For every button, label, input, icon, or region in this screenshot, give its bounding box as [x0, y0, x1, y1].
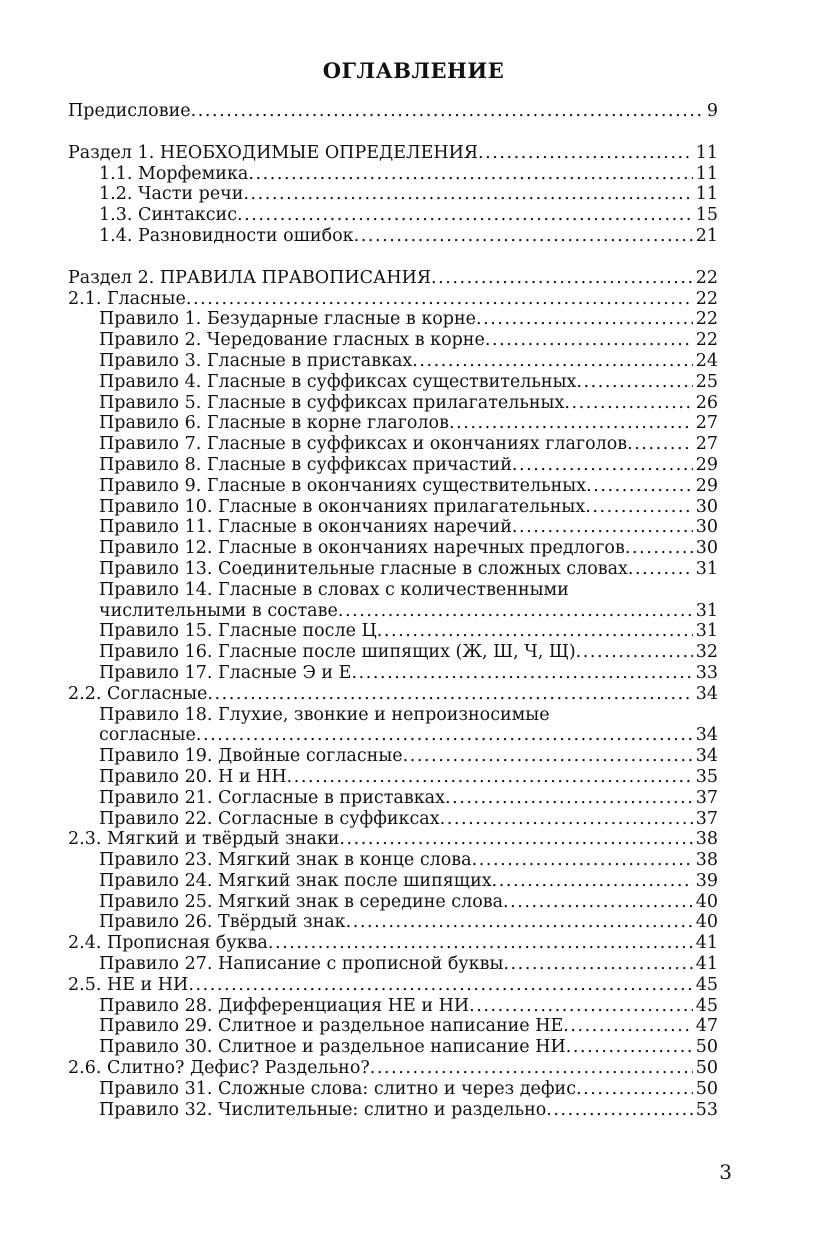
toc-entry-title: Правило 14. Гласные в словах с количественными — [99, 579, 569, 600]
toc-entry[interactable] — [68, 829, 718, 850]
toc-entry-title: 1.2. Части речи — [99, 184, 244, 205]
toc-entry-page: 32 — [695, 642, 718, 663]
toc-entry-page: 39 — [695, 870, 718, 891]
toc-dot-leader — [478, 143, 693, 164]
toc-entry-title: 2.5. НЕ и НИ — [68, 974, 189, 995]
page-number: 3 — [719, 1160, 732, 1184]
toc-entry[interactable] — [68, 684, 718, 705]
toc-entry-page: 31 — [695, 558, 718, 579]
toc-entry[interactable] — [68, 351, 718, 372]
toc-entry[interactable] — [68, 580, 718, 601]
toc-entry-title: Правило 23. Мягкий знак в конце слова — [99, 850, 472, 871]
toc-entry-title: 2.4. Прописная буква — [68, 933, 268, 954]
toc-entry-page: 11 — [695, 184, 718, 205]
toc-dot-leader — [431, 268, 693, 289]
toc-entry-page: 34 — [695, 683, 718, 704]
toc-entry-page: 27 — [695, 413, 718, 434]
toc-entry-title: Правило 28. Дифференциация НЕ и НИ — [99, 995, 470, 1016]
toc-entry-page: 22 — [695, 309, 718, 330]
toc-entry-title: Правило 30. Слитное и раздельное написание НИ — [99, 1037, 566, 1058]
toc-entry-title: Правило 7. Гласные в суффиксах и окончаниях глаголов — [99, 434, 628, 455]
toc-entry[interactable] — [68, 497, 718, 518]
toc-entry-title: Правило 8. Гласные в суффиксах причастий — [99, 454, 512, 475]
toc-entry[interactable] — [68, 413, 718, 434]
toc-entry[interactable] — [68, 1079, 718, 1100]
toc-entry[interactable] — [68, 746, 718, 767]
toc-dot-leader — [268, 933, 693, 954]
toc-dot-leader — [625, 538, 693, 559]
toc-spacer — [68, 122, 718, 143]
toc-entry[interactable] — [68, 705, 718, 726]
toc-entry-page: 31 — [695, 600, 718, 621]
toc-spacer — [68, 247, 718, 268]
toc-dot-leader — [627, 434, 693, 455]
toc-entry[interactable] — [68, 788, 718, 809]
toc-entry-page: 31 — [695, 621, 718, 642]
toc-entry-title: Правило 25. Мягкий знак в середине слова — [99, 891, 504, 912]
toc-entry-page: 41 — [695, 933, 718, 954]
toc-entry-title: Правило 2. Чередование гласных в корне — [99, 330, 485, 351]
toc-dot-leader — [469, 996, 693, 1017]
toc-entry-page: 37 — [695, 787, 718, 808]
toc-dot-leader — [196, 725, 693, 746]
toc-entry-title: Правило 6. Гласные в корне глаголов — [99, 413, 449, 434]
toc-entry-title: 2.2. Согласные — [68, 683, 208, 704]
toc-entry-page: 27 — [695, 434, 718, 455]
toc-entry-title: Правило 27. Написание с прописной буквы — [99, 954, 504, 975]
toc-entry-page: 15 — [695, 205, 718, 226]
toc-entry-page: 50 — [695, 1037, 718, 1058]
toc-entry[interactable] — [68, 205, 718, 226]
toc-entry-title: Предисловие — [68, 101, 191, 121]
toc-dot-leader — [412, 351, 692, 372]
toc-entry[interactable] — [68, 143, 718, 164]
toc-dot-leader — [403, 746, 693, 767]
toc-entry[interactable] — [68, 538, 718, 559]
toc-entry-title: Правило 10. Гласные в окончаниях прилагательных — [99, 496, 586, 517]
toc-entry-page: 38 — [695, 829, 718, 850]
toc-entry[interactable] — [68, 393, 718, 414]
toc-dot-leader — [377, 621, 693, 642]
toc-entry[interactable] — [68, 996, 718, 1017]
toc-entry[interactable] — [68, 892, 718, 913]
toc-entry-page: 24 — [695, 350, 718, 371]
toc-entry-page: 29 — [695, 475, 718, 496]
toc-entry-title: Раздел 2. ПРАВИЛА ПРАВОПИСАНИЯ — [68, 267, 431, 288]
toc-entry-title: 2.6. Слитно? Дефис? Раздельно? — [68, 1058, 370, 1079]
toc-entry-page: 40 — [695, 891, 718, 912]
toc-entry-title: Правило 19. Двойные согласные — [99, 746, 403, 767]
toc-dot-leader — [472, 850, 693, 871]
toc-dot-leader — [576, 642, 693, 663]
toc-entry-page: 47 — [695, 1016, 718, 1037]
toc-entry-title: Правило 21. Согласные в приставках — [99, 787, 445, 808]
toc-entry[interactable] — [68, 268, 718, 289]
toc-entry-title: Правило 17. Гласные Э и Е — [99, 662, 352, 683]
table-of-contents — [68, 101, 718, 1120]
toc-entry-title: числительными в составе — [99, 600, 338, 621]
toc-entry[interactable] — [68, 1037, 718, 1058]
toc-entry-page: 30 — [695, 538, 718, 559]
toc-entry-page: 41 — [695, 954, 718, 975]
toc-dot-leader — [440, 809, 693, 830]
toc-dot-leader — [248, 164, 692, 185]
toc-dot-leader — [346, 912, 693, 933]
toc-entry-title: Правило 31. Сложные слова: слитно и через дефис — [99, 1078, 577, 1099]
toc-entry-title: 2.3. Мягкий и твёрдый знаки — [68, 829, 340, 850]
toc-entry[interactable] — [68, 434, 718, 455]
toc-entry-page: 30 — [695, 517, 718, 538]
toc-entry-page: 40 — [695, 912, 718, 933]
toc-entry-title: Правило 16. Гласные после шипящих (Ж, Ш, Ч, Щ) — [99, 642, 576, 663]
toc-entry-page: 50 — [695, 1078, 718, 1099]
toc-entry-page: 29 — [695, 454, 718, 475]
toc-entry[interactable] — [68, 1058, 718, 1079]
toc-entry-title: Правило 1. Безударные гласные в корне — [99, 309, 477, 330]
toc-entry-page: 45 — [695, 974, 718, 995]
toc-entry-title: Правило 9. Гласные в окончаниях существительных — [99, 475, 587, 496]
toc-entry-page: 22 — [695, 267, 718, 288]
toc-entry-page: 34 — [695, 746, 718, 767]
toc-entry-title: 1.4. Разновидности ошибок — [99, 225, 354, 246]
toc-entry-title: Правило 22. Согласные в суффиксах — [99, 808, 440, 829]
toc-entry[interactable] — [68, 954, 718, 975]
toc-entry[interactable] — [68, 101, 718, 122]
toc-dot-leader — [492, 871, 693, 892]
toc-entry[interactable] — [68, 850, 718, 871]
page-title: ОГЛАВЛЕНИЕ — [322, 58, 505, 83]
toc-entry[interactable] — [68, 1100, 718, 1121]
toc-entry-title: Правило 15. Гласные после Ц — [99, 621, 377, 642]
toc-dot-leader — [476, 309, 693, 330]
toc-entry[interactable] — [68, 642, 718, 663]
toc-dot-leader — [576, 372, 692, 393]
toc-dot-leader — [563, 1016, 692, 1037]
toc-dot-leader — [351, 663, 692, 684]
toc-entry[interactable] — [68, 912, 718, 933]
toc-entry-page: 33 — [695, 662, 718, 683]
toc-entry-page: 35 — [695, 766, 718, 787]
toc-dot-leader — [585, 497, 693, 518]
toc-entry[interactable] — [68, 309, 718, 330]
toc-entry-title: Правило 5. Гласные в суффиксах прилагательных — [99, 392, 565, 413]
toc-entry-page: 21 — [695, 225, 718, 246]
toc-entry[interactable] — [68, 663, 718, 684]
toc-entry-title: Правило 12. Гласные в окончаниях наречных предлогов — [99, 538, 625, 559]
toc-entry-page: 11 — [695, 142, 718, 163]
toc-entry-title: Правило 20. Н и НН — [99, 766, 287, 787]
toc-entry-title: Правило 18. Глухие, звонкие и непроизносимые — [99, 704, 550, 725]
toc-entry-title: Правило 26. Твёрдый знак — [99, 912, 346, 933]
toc-dot-leader — [546, 1100, 692, 1121]
toc-dot-leader — [503, 954, 692, 975]
toc-dot-leader — [449, 413, 693, 434]
toc-entry[interactable] — [68, 601, 718, 622]
toc-dot-leader — [354, 226, 693, 247]
toc-entry[interactable] — [68, 975, 718, 996]
toc-entry[interactable] — [68, 725, 718, 746]
toc-entry[interactable] — [68, 621, 718, 642]
toc-entry-page: 22 — [695, 288, 718, 309]
toc-dot-leader — [243, 184, 692, 205]
toc-entry[interactable] — [68, 330, 718, 351]
toc-entry[interactable] — [68, 476, 718, 497]
toc-dot-leader — [564, 393, 692, 414]
toc-entry[interactable] — [68, 767, 718, 788]
toc-dot-leader — [188, 975, 692, 996]
toc-dot-leader — [503, 892, 693, 913]
toc-entry-page: 37 — [695, 808, 718, 829]
toc-entry[interactable] — [68, 372, 718, 393]
toc-entry-title: Правило 3. Гласные в приставках — [99, 350, 413, 371]
toc-entry-title: Правило 11. Гласные в окончаниях наречий — [99, 517, 512, 538]
toc-dot-leader — [370, 1058, 693, 1079]
toc-entry[interactable] — [68, 517, 718, 538]
toc-dot-leader — [339, 829, 692, 850]
toc-dot-leader — [445, 788, 693, 809]
toc-entry-page: 34 — [695, 725, 718, 746]
toc-dot-leader — [186, 289, 693, 310]
toc-entry-page: 22 — [695, 330, 718, 351]
toc-entry[interactable] — [68, 184, 718, 205]
toc-dot-leader — [566, 1037, 693, 1058]
toc-entry-title: 1.3. Синтаксис — [99, 205, 237, 226]
toc-entry-page: 9 — [706, 101, 718, 121]
toc-entry[interactable] — [68, 809, 718, 830]
toc-dot-leader — [287, 767, 693, 788]
toc-entry-title: Правило 32. Числительные: слитно и раздельно — [99, 1099, 547, 1120]
toc-entry-page: 11 — [695, 163, 718, 184]
toc-entry[interactable] — [68, 559, 718, 580]
toc-entry[interactable] — [68, 226, 718, 247]
toc-entry[interactable] — [68, 871, 718, 892]
toc-dot-leader — [576, 1079, 693, 1100]
toc-entry-title: Правило 24. Мягкий знак после шипящих — [99, 870, 492, 891]
toc-entry[interactable] — [68, 164, 718, 185]
toc-dot-leader — [338, 601, 693, 622]
toc-entry-page: 38 — [695, 850, 718, 871]
toc-entry[interactable] — [68, 933, 718, 954]
toc-dot-leader — [512, 455, 693, 476]
toc-dot-leader — [628, 559, 693, 580]
toc-entry-page: 25 — [695, 371, 718, 392]
toc-entry-title: Правило 4. Гласные в суффиксах существительных — [99, 371, 577, 392]
toc-entry-title: Правило 13. Соединительные гласные в сложных словах — [99, 558, 628, 579]
toc-dot-leader — [191, 101, 704, 122]
toc-entry-title: Правило 29. Слитное и раздельное написание НЕ — [99, 1016, 564, 1037]
toc-entry[interactable] — [68, 1016, 718, 1037]
toc-entry-page: 53 — [695, 1099, 718, 1120]
toc-entry-page: 45 — [695, 995, 718, 1016]
toc-entry[interactable] — [68, 455, 718, 476]
toc-entry-page: 26 — [695, 392, 718, 413]
toc-entry-page: 30 — [695, 496, 718, 517]
toc-dot-leader — [237, 205, 693, 226]
toc-entry[interactable] — [68, 289, 718, 310]
toc-entry-title: 2.1. Гласные — [68, 288, 186, 309]
toc-dot-leader — [207, 684, 692, 705]
toc-dot-leader — [512, 517, 693, 538]
toc-dot-leader — [485, 330, 693, 351]
toc-entry-title: 1.1. Морфемика — [99, 163, 249, 184]
toc-entry-title: Раздел 1. НЕОБХОДИМЫЕ ОПРЕДЕЛЕНИЯ — [68, 142, 479, 163]
toc-entry-page: 50 — [695, 1058, 718, 1079]
toc-entry-title: согласные — [99, 725, 196, 746]
toc-dot-leader — [586, 476, 693, 497]
